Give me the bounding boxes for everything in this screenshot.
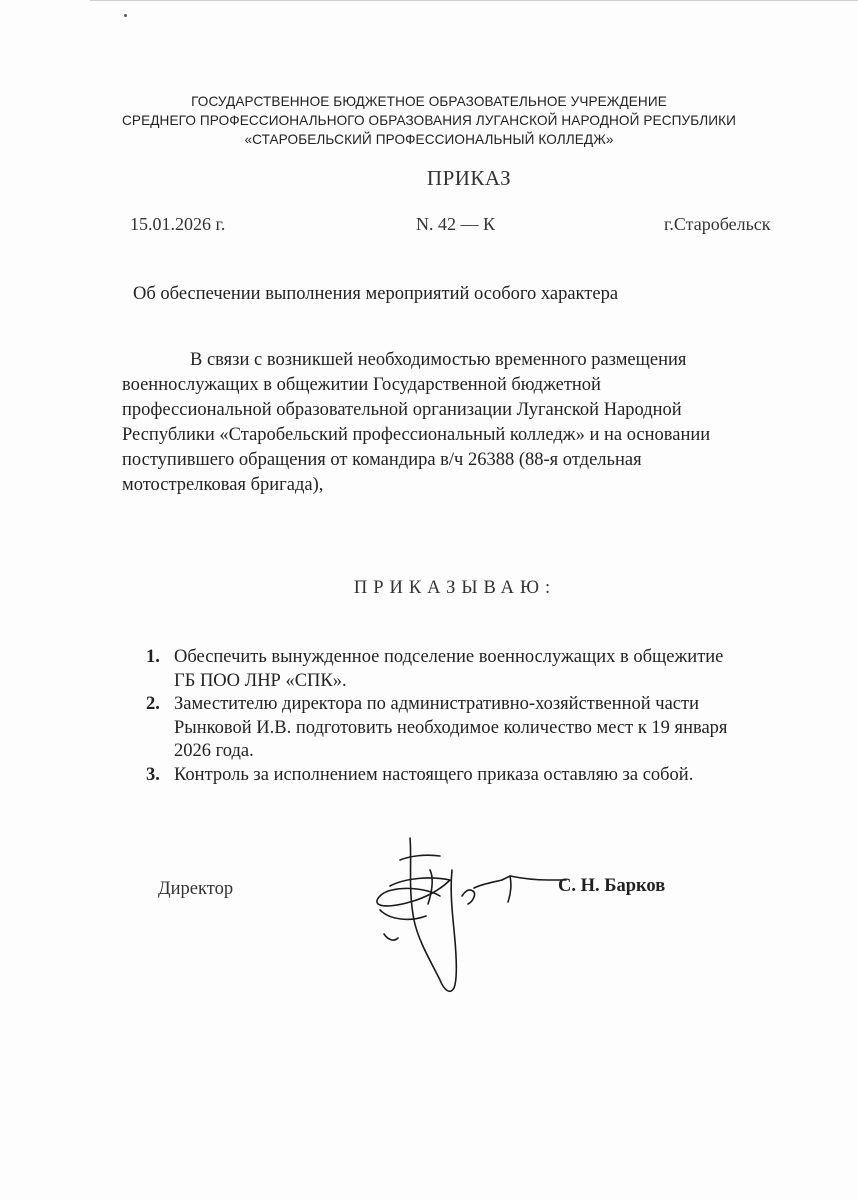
order-item <box>146 646 796 693</box>
item-line: Обеспечить вынужденное подселение военнослужащих в общежитие <box>174 647 724 667</box>
order-city: г.Старобельск <box>664 214 771 234</box>
document-title: ПРИКАЗ <box>426 166 512 190</box>
item-line: 2026 года. <box>174 741 254 761</box>
item-line: Рынковой И.В. подготовить необходимое количество мест к 19 января <box>174 717 728 738</box>
preamble-line: профессиональной образовательной организации Луганской Народной <box>122 400 682 420</box>
item-number: 3. <box>146 764 160 785</box>
handwritten-signature <box>370 830 570 1000</box>
scan-edge <box>90 0 858 7</box>
order-subject: Об обеспечении выполнения мероприятий особого характера <box>133 284 619 304</box>
signatory-role: Директор <box>158 879 234 899</box>
item-line: Заместителю директора по административно-хозяйственной части <box>174 694 700 714</box>
preamble-line: поступившего обращения от командира в/ч 26388 (88-я отдельная <box>122 450 642 470</box>
item-number: 2. <box>146 694 160 714</box>
order-date: 15.01.2026 г. <box>130 214 226 234</box>
preamble-line: мотострелковая бригада), <box>122 475 324 495</box>
signatory-name: С. Н. Барков <box>558 876 666 896</box>
header-line: СРЕДНЕГО ПРОФЕССИОНАЛЬНОГО ОБРАЗОВАНИЯ ЛУГАНСКОЙ НАРОДНОЙ РЕСПУБЛИКИ <box>121 113 737 128</box>
institution-header <box>0 92 858 149</box>
item-line: ГБ ПОО ЛНР «СПК». <box>174 670 347 691</box>
preamble-line: В связи с возникшей необходимостью временного размещения <box>190 350 687 370</box>
order-item <box>146 693 796 764</box>
header-line: ГОСУДАРСТВЕННОЕ БЮДЖЕТНОЕ ОБРАЗОВАТЕЛЬНОЕ УЧРЕЖДЕНИЕ <box>191 94 667 109</box>
preamble <box>122 348 782 498</box>
order-item <box>146 764 796 788</box>
order-items <box>146 646 796 787</box>
header-line: «СТАРОБЕЛЬСКИЙ ПРОФЕССИОНАЛЬНЫЙ КОЛЛЕДЖ» <box>244 132 614 147</box>
preamble-line: Республики «Старобельский профессиональный колледж» и на основании <box>122 425 711 445</box>
scan-mark <box>124 14 127 17</box>
order-directive: ПРИКАЗЫВАЮ: <box>353 578 557 598</box>
item-line: Контроль за исполнением настоящего приказа оставляю за собой. <box>174 764 694 785</box>
preamble-line: военнослужащих в общежитии Государственной бюджетной <box>122 375 601 395</box>
item-number: 1. <box>146 647 160 667</box>
order-number: N. 42 — К <box>416 214 496 234</box>
